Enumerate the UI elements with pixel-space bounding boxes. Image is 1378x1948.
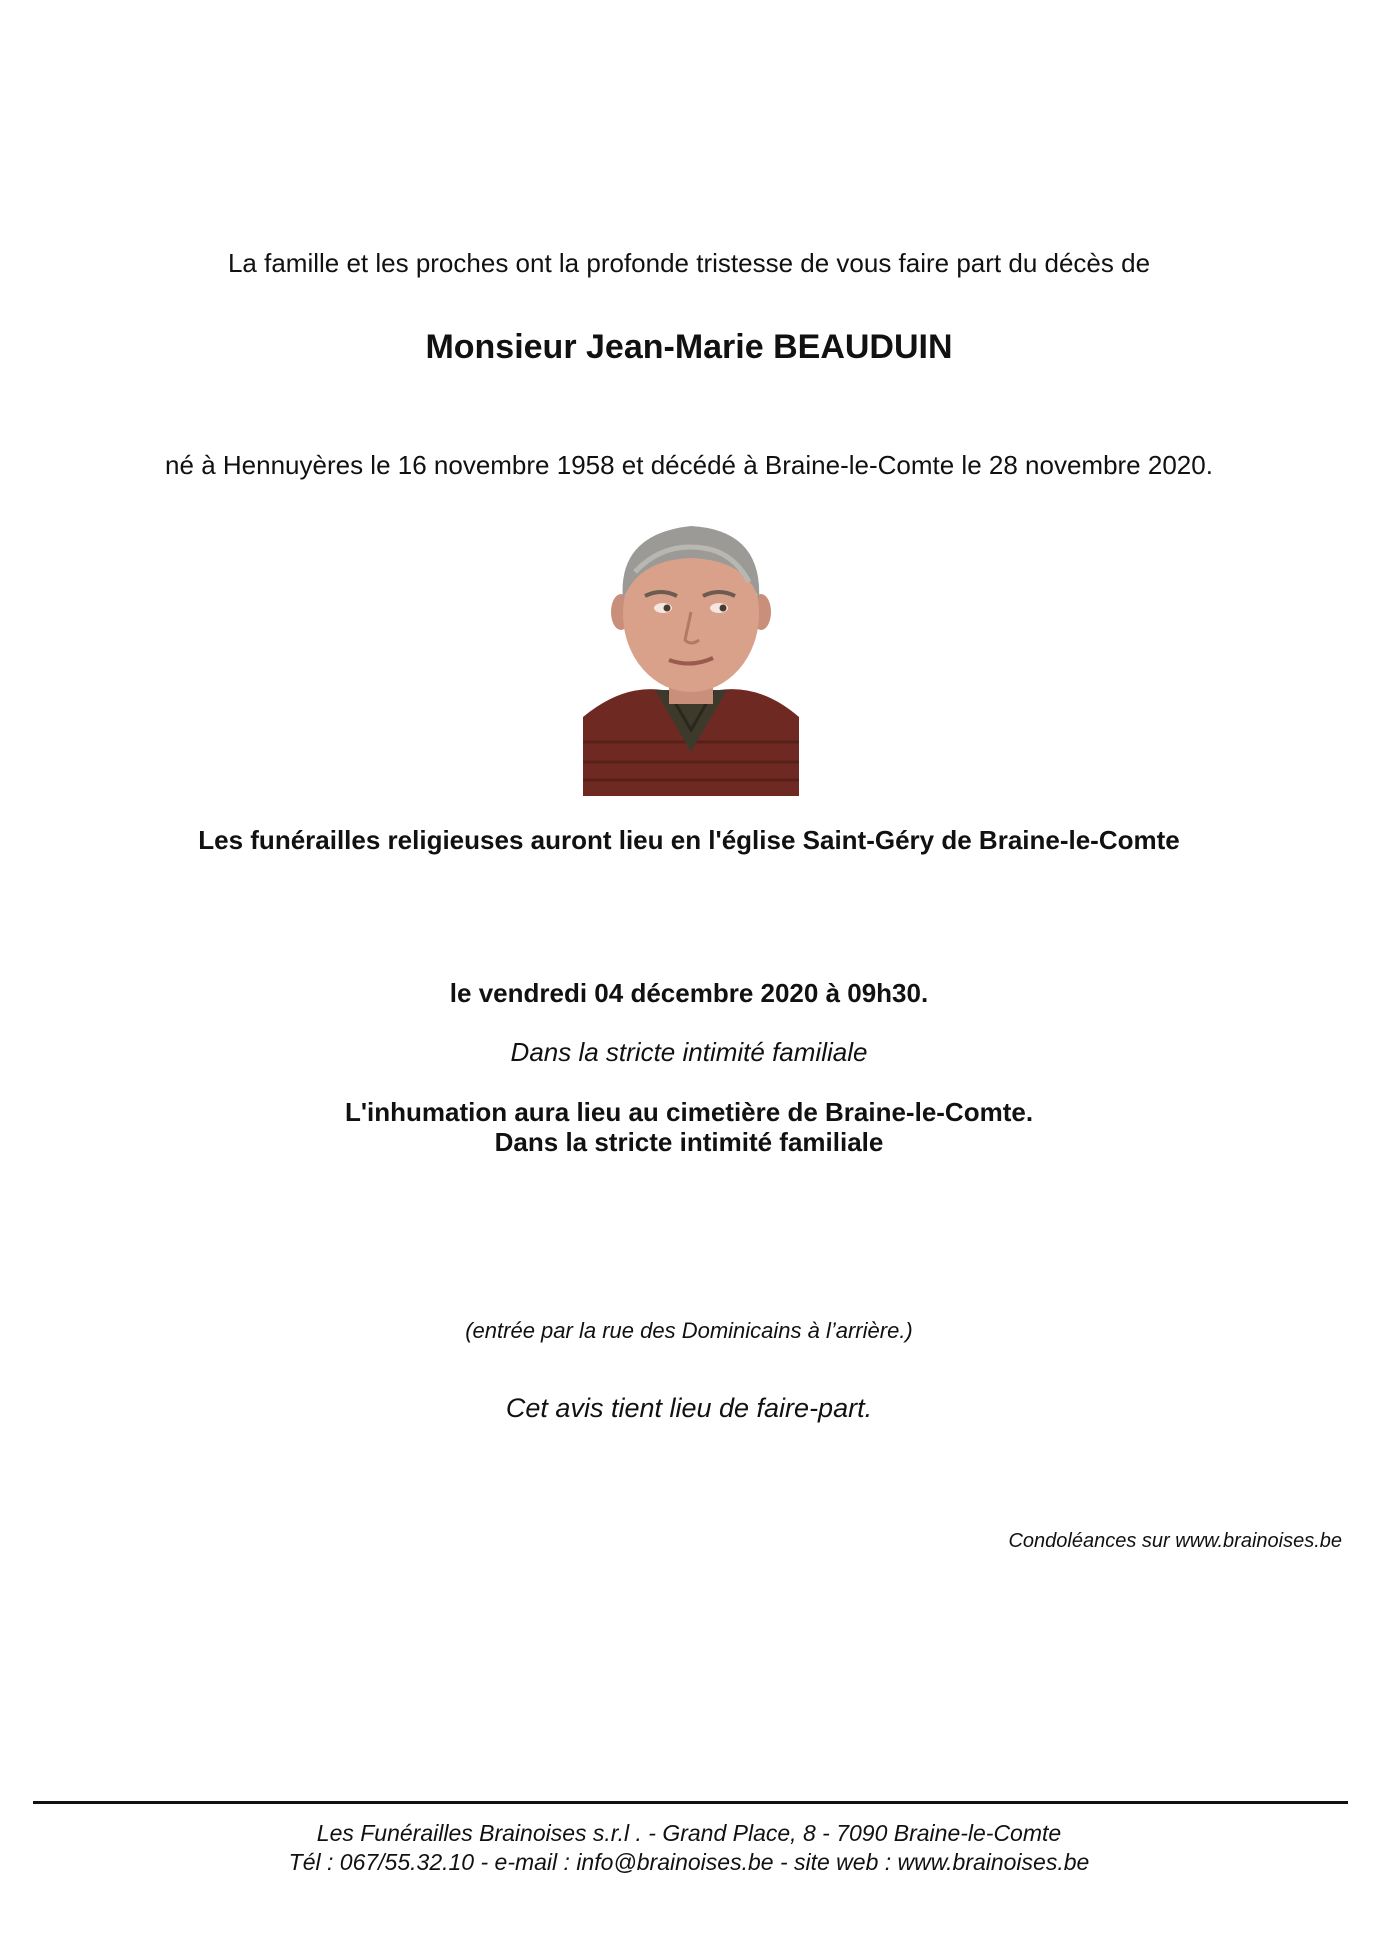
entrance-note: (entrée par la rue des Dominicains à l’arrière.) (465, 1318, 913, 1343)
intro-text: La famille et les proches ont la profonde tristesse de vous faire part du décès de (227, 248, 1151, 278)
notice-statement: Cet avis tient lieu de faire-part. (505, 1393, 873, 1423)
intimacy-note: Dans la stricte intimité familiale (510, 1037, 868, 1067)
funeral-date-time: le vendredi 04 décembre 2020 à 09h30. (449, 978, 929, 1008)
deceased-name: Monsieur Jean-Marie BEAUDUIN (425, 328, 953, 366)
footer-contact: Tél : 067/55.32.10 - e-mail : info@brainoises.be - site web : www.brainoises.be (288, 1849, 1090, 1875)
inhumation-intimacy-note: Dans la stricte intimité familiale (494, 1127, 884, 1157)
funeral-location: Les funérailles religieuses auront lieu en l'église Saint-Géry de Braine-le-Comte (198, 825, 1180, 855)
inhumation-text: L'inhumation aura lieu au cimetière de Braine-le-Comte. (344, 1097, 1034, 1127)
footer-divider (33, 1801, 1348, 1804)
footer-address: Les Funérailles Brainoises s.r.l . - Grand Place, 8 - 7090 Braine-le-Comte (316, 1820, 1062, 1846)
portrait-photo (583, 512, 799, 796)
birth-death-dates: né à Hennuyères le 16 novembre 1958 et décédé à Braine-le-Comte le 28 novembre 2020. (165, 450, 1213, 480)
condolences-note: Condoléances sur www.brainoises.be (1008, 1530, 1342, 1552)
